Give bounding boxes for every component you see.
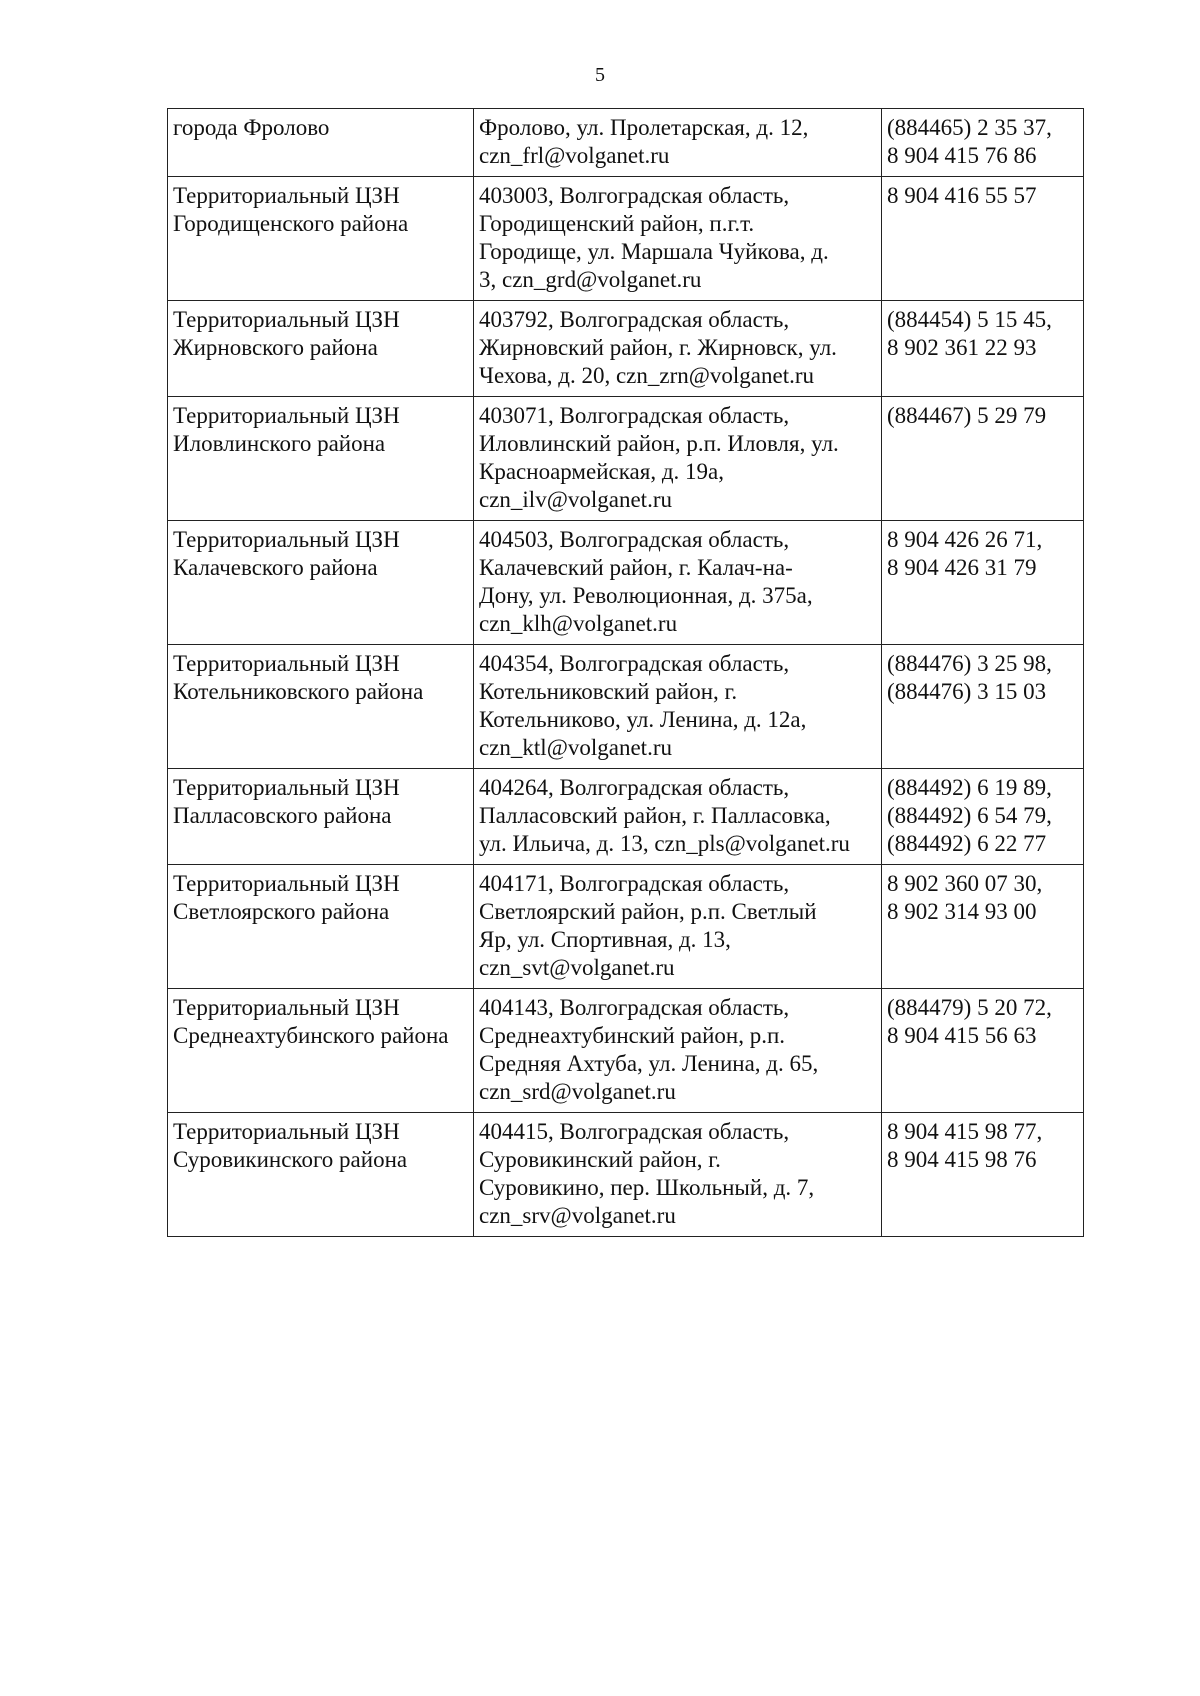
page-number: 5 [595,64,605,86]
phone-line: (884467) 5 29 79 [887,403,1047,428]
address-line: Фролово, ул. Пролетарская, д. 12, [479,115,809,140]
phone-cell [882,989,1084,1113]
phone-cell [882,645,1084,769]
address-line: 3, czn_grd@volganet.ru [479,267,702,292]
center-name-line: Территориальный ЦЗН [173,871,400,896]
address-line: Чехова, д. 20, czn_zrn@volganet.ru [479,363,815,388]
table-row [168,769,1084,865]
address-cell [474,301,882,397]
phone-cell [882,521,1084,645]
phone-cell [882,301,1084,397]
center-name-cell [168,769,474,865]
address-cell [474,989,882,1113]
center-name-cell [168,645,474,769]
address-line: 403003, Волгоградская область, [479,183,790,208]
center-name-line: Территориальный ЦЗН [173,527,400,552]
phone-cell [882,865,1084,989]
phone-line: 8 904 415 56 63 [887,1023,1037,1048]
center-name-line: города Фролово [173,115,330,140]
table-row [168,177,1084,301]
address-line: ул. Ильича, д. 13, czn_pls@volganet.ru [479,831,850,856]
center-name-line: Палласовского района [173,803,392,828]
center-name-cell [168,109,474,177]
address-line: Жирновский район, г. Жирновск, ул. [479,335,837,360]
center-name-line: Жирновского района [173,335,378,360]
address-line: Котельниковский район, г. [479,679,738,704]
center-name-cell [168,865,474,989]
address-line: Дону, ул. Революционная, д. 375а, [479,583,813,608]
phone-line: 8 902 361 22 93 [887,335,1037,360]
phone-line: 8 904 426 26 71, [887,527,1043,552]
center-name-line: Котельниковского района [173,679,424,704]
address-line: czn_srv@volganet.ru [479,1203,676,1228]
address-line: 404264, Волгоградская область, [479,775,790,800]
phone-line: (884476) 3 15 03 [887,679,1047,704]
address-line: Светлоярский район, р.п. Светлый [479,899,817,924]
address-cell [474,521,882,645]
address-cell [474,865,882,989]
phone-cell [882,109,1084,177]
table-row [168,521,1084,645]
phone-line: 8 904 426 31 79 [887,555,1037,580]
address-line: Суровикинский район, г. [479,1147,721,1172]
address-line: czn_ktl@volganet.ru [479,735,672,760]
center-name-cell [168,177,474,301]
phone-line: 8 904 415 98 76 [887,1147,1037,1172]
phone-cell [882,769,1084,865]
address-line: Красноармейская, д. 19а, [479,459,724,484]
address-line: 404171, Волгоградская область, [479,871,790,896]
address-line: 403071, Волгоградская область, [479,403,790,428]
center-name-line: Среднеахтубинского района [173,1023,449,1048]
center-name-line: Иловлинского района [173,431,386,456]
address-line: Среднеахтубинский район, р.п. [479,1023,786,1048]
phone-cell [882,177,1084,301]
address-line: czn_srd@volganet.ru [479,1079,676,1104]
phone-line: (884476) 3 25 98, [887,651,1052,676]
phone-line: 8 904 415 76 86 [887,143,1037,168]
address-line: Иловлинский район, р.п. Иловля, ул. [479,431,839,456]
center-name-cell [168,301,474,397]
address-line: Городищенский район, п.г.т. [479,211,755,236]
table-row [168,645,1084,769]
address-line: 403792, Волгоградская область, [479,307,790,332]
address-line: Суровикино, пер. Школьный, д. 7, [479,1175,815,1200]
phone-line: 8 902 360 07 30, [887,871,1043,896]
address-cell [474,769,882,865]
center-name-line: Городищенского района [173,211,409,236]
address-line: Яр, ул. Спортивная, д. 13, [479,927,731,952]
address-line: Средняя Ахтуба, ул. Ленина, д. 65, [479,1051,819,1076]
center-name-cell [168,1113,474,1237]
phone-line: (884492) 6 54 79, [887,803,1052,828]
phone-line: 8 902 314 93 00 [887,899,1037,924]
center-name-line: Территориальный ЦЗН [173,307,400,332]
address-line: 404354, Волгоградская область, [479,651,790,676]
phone-line: (884465) 2 35 37, [887,115,1052,140]
table-row [168,397,1084,521]
table-row [168,1113,1084,1237]
address-line: Городище, ул. Маршала Чуйкова, д. [479,239,829,264]
phone-line: 8 904 416 55 57 [887,183,1037,208]
address-line: 404415, Волгоградская область, [479,1119,790,1144]
phone-line: (884492) 6 19 89, [887,775,1052,800]
center-name-line: Территориальный ЦЗН [173,403,400,428]
table-row [168,109,1084,177]
center-name-cell [168,397,474,521]
address-cell [474,1113,882,1237]
center-name-cell [168,521,474,645]
address-line: Палласовский район, г. Палласовка, [479,803,831,828]
address-line: Котельниково, ул. Ленина, д. 12а, [479,707,807,732]
address-line: czn_svt@volganet.ru [479,955,675,980]
phone-cell [882,397,1084,521]
center-name-line: Территориальный ЦЗН [173,995,400,1020]
address-cell [474,645,882,769]
address-cell [474,397,882,521]
table-row [168,301,1084,397]
address-line: czn_klh@volganet.ru [479,611,678,636]
table-row [168,865,1084,989]
center-name-line: Суровикинского района [173,1147,408,1172]
phone-line: (884479) 5 20 72, [887,995,1052,1020]
center-name-line: Территориальный ЦЗН [173,775,400,800]
table-row [168,989,1084,1113]
center-name-line: Территориальный ЦЗН [173,651,400,676]
address-line: czn_ilv@volganet.ru [479,487,672,512]
address-line: czn_frl@volganet.ru [479,143,670,168]
phone-cell [882,1113,1084,1237]
center-name-line: Территориальный ЦЗН [173,1119,400,1144]
center-name-cell [168,989,474,1113]
center-name-line: Территориальный ЦЗН [173,183,400,208]
employment-centers-table [167,108,1084,1237]
table-body [168,109,1084,1237]
address-line: 404503, Волгоградская область, [479,527,790,552]
address-cell [474,109,882,177]
address-line: 404143, Волгоградская область, [479,995,790,1020]
center-name-line: Светлоярского района [173,899,390,924]
phone-line: 8 904 415 98 77, [887,1119,1043,1144]
center-name-line: Калачевского района [173,555,378,580]
phone-line: (884454) 5 15 45, [887,307,1052,332]
address-cell [474,177,882,301]
phone-line: (884492) 6 22 77 [887,831,1047,856]
address-line: Калачевский район, г. Калач-на- [479,555,793,580]
